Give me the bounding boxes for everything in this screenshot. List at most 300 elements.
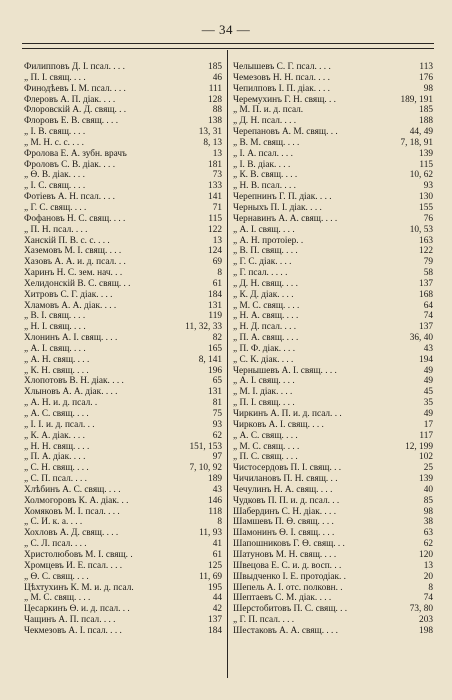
entry-page-refs: 81 — [212, 398, 222, 409]
index-entry — [24, 105, 222, 116]
entry-page-refs: 198 — [419, 625, 433, 636]
entry-page-refs: 131 — [208, 300, 222, 311]
entry-name: Фотіевъ А. Н. псал. . . . — [24, 192, 115, 203]
entry-page-refs: 137 — [419, 322, 433, 333]
index-entry — [24, 561, 222, 572]
entry-name: Шатуновъ М. Н. свящ. . . . — [233, 549, 337, 560]
index-entry — [24, 236, 222, 247]
entry-name: „ К. Н. свящ. . . . — [24, 365, 89, 376]
index-entry — [24, 528, 222, 539]
index-entry — [233, 561, 433, 572]
entry-page-refs: 20 — [423, 571, 433, 582]
entry-name: Чернышевъ А. I. свящ. . . . — [233, 365, 337, 376]
entry-page-refs: 155 — [419, 202, 433, 213]
entry-name: „ А. С. свящ. . . . — [233, 430, 298, 441]
index-entry — [233, 181, 433, 192]
entry-name: „ М. С. свящ. . . . — [233, 441, 300, 452]
entry-name: Хомяковъ М. I. псал. . . . — [24, 506, 120, 517]
entry-page-refs: 189 — [208, 474, 222, 485]
index-entry — [233, 615, 433, 626]
right-column — [233, 62, 433, 637]
index-entry — [24, 442, 222, 453]
entry-page-refs: 146 — [208, 495, 222, 506]
index-entry — [233, 203, 433, 214]
entry-page-refs: 41 — [212, 539, 222, 550]
entry-name: Шамшевъ П. Ѳ. свящ. . . . — [233, 517, 334, 528]
index-entry — [233, 420, 433, 431]
index-entry — [24, 138, 222, 149]
index-entry — [233, 160, 433, 171]
entry-page-refs: 93 — [212, 419, 222, 430]
entry-name: Хазовъ А. А. и. д. псал. . . — [24, 257, 126, 268]
index-entry — [24, 615, 222, 626]
entry-name: Шамонинъ Ѳ. I. свящ. . . . — [233, 528, 335, 539]
entry-name: Чекмезовъ А. I. псал. . . . — [24, 625, 122, 636]
entry-name: Ханскій П. В. с. с. . . . — [24, 235, 110, 246]
entry-name: „ А. С. свящ. . . . — [24, 409, 89, 419]
entry-page-refs: 118 — [208, 506, 222, 517]
entry-page-refs: 82 — [212, 333, 222, 344]
index-entry — [233, 442, 433, 453]
index-entry — [24, 181, 222, 192]
index-entry — [24, 279, 222, 290]
index-entry — [24, 496, 222, 507]
index-entry — [24, 485, 222, 496]
entry-page-refs: 58 — [423, 268, 433, 279]
index-entry — [233, 138, 433, 149]
entry-page-refs: 203 — [419, 615, 433, 626]
entry-page-refs: 25 — [423, 463, 433, 474]
index-entry — [24, 149, 222, 160]
entry-page-refs: 124 — [208, 246, 222, 257]
index-entry — [233, 127, 433, 138]
entry-page-refs: 115 — [208, 213, 222, 224]
entry-page-refs: 184 — [208, 625, 222, 636]
entry-name: „ К. А. діак. . . . — [24, 430, 85, 441]
index-entry — [24, 431, 222, 442]
entry-page-refs: 8 — [217, 517, 222, 528]
index-entry — [24, 290, 222, 301]
index-entry — [233, 246, 433, 257]
index-entry — [233, 474, 433, 485]
entry-page-refs: 62 — [423, 539, 433, 550]
index-entry — [24, 387, 222, 398]
entry-name: Шерстобитовъ П. С. свящ. . . — [233, 604, 348, 615]
index-entry — [233, 105, 433, 116]
entry-name: Черныхъ П. I. діак. . . . — [233, 202, 322, 213]
index-entry — [24, 604, 222, 615]
entry-name: Хохловъ А. Д. свящ. . . . — [24, 528, 119, 539]
index-entry — [233, 572, 433, 583]
entry-name: „ Н. А. свящ. . . . — [233, 311, 299, 322]
entry-name: „ Н. I. свящ. . . . — [24, 322, 86, 333]
entry-name: „ А. Н. и. д. псал. . — [24, 398, 98, 409]
entry-page-refs: 8, 13 — [203, 137, 222, 148]
entry-page-refs: 194 — [419, 354, 433, 365]
entry-page-refs: 122 — [419, 246, 433, 257]
entry-name: „ В. I. свящ. . . . — [24, 311, 86, 322]
index-entry — [233, 290, 433, 301]
index-entry — [24, 507, 222, 518]
entry-name: „ П. Ф. діак. . . . — [233, 343, 296, 354]
index-entry — [24, 170, 222, 181]
index-entry — [233, 593, 433, 604]
entry-name: „ I. В. свящ. . . . — [24, 127, 86, 138]
index-entry — [233, 398, 433, 409]
entry-page-refs: 45 — [423, 387, 433, 398]
entry-name: „ К. В. свящ. . . . — [233, 170, 298, 181]
entry-page-refs: 98 — [423, 506, 433, 517]
entry-name: Швецова Е. С. и. д. восп. . . — [233, 560, 342, 571]
index-entry — [24, 311, 222, 322]
entry-page-refs: 139 — [419, 148, 433, 159]
entry-page-refs: 113 — [419, 62, 433, 72]
entry-page-refs: 139 — [419, 474, 433, 485]
entry-name: Хаземовъ М. I. свящ. . . . — [24, 246, 122, 257]
entry-page-refs: 128 — [208, 94, 222, 105]
entry-name: Швыдченко I. Е. протодіак. . — [233, 571, 347, 582]
entry-name: Христолюбовъ М. I. свящ. . — [24, 549, 133, 560]
index-entry — [24, 62, 222, 73]
entry-page-refs: 131 — [208, 387, 222, 398]
entry-name: „ Д. Н. свящ. . . . — [233, 278, 298, 289]
index-entry — [24, 572, 222, 583]
index-entry — [233, 431, 433, 442]
entry-page-refs: 69 — [212, 257, 222, 268]
entry-page-refs: 185 — [208, 62, 222, 72]
entry-page-refs: 49 — [423, 376, 433, 387]
entry-name: „ Г. П. псал. . . . — [233, 615, 295, 626]
entry-page-refs: 13 — [212, 148, 222, 159]
entry-page-refs: 73, 80 — [409, 604, 433, 615]
index-entry — [233, 225, 433, 236]
index-entry — [233, 452, 433, 463]
entry-page-refs: 196 — [208, 365, 222, 376]
index-entry — [233, 301, 433, 312]
entry-page-refs: 8 — [217, 268, 222, 279]
entry-name: Финодѣевъ I. М. псал. . . . — [24, 83, 126, 94]
index-entry — [24, 474, 222, 485]
entry-name: Чиркинъ А. П. и. д. псал. . . — [233, 409, 342, 419]
index-entry — [233, 517, 433, 528]
entry-name: „ Н. В. псал. . . . — [233, 181, 296, 192]
entry-page-refs: 130 — [419, 192, 433, 203]
entry-name: Шепель А. I. отс. полковн. . — [233, 582, 343, 593]
index-entry — [233, 583, 433, 594]
entry-name: Филипповъ Д. I. псал. . . . — [24, 62, 125, 72]
index-entry — [233, 550, 433, 561]
entry-page-refs: 195 — [208, 582, 222, 593]
index-entry — [233, 387, 433, 398]
entry-name: „ Г. С. свящ. . . . — [24, 202, 87, 213]
entry-name: Чирковъ А. I. свящ. . . . — [233, 419, 324, 430]
entry-name: Хламовъ А. А. діак. . . . — [24, 300, 117, 311]
entry-page-refs: 88 — [212, 105, 222, 116]
index-entry — [24, 376, 222, 387]
entry-page-refs: 74 — [423, 311, 433, 322]
entry-name: „ С. П. псал. . . . — [24, 474, 87, 485]
entry-name: „ Г. С. діак. . . . — [233, 257, 292, 268]
entry-page-refs: 7, 10, 92 — [189, 463, 222, 474]
entry-page-refs: 42 — [212, 604, 222, 615]
entry-page-refs: 11, 69 — [199, 571, 222, 582]
index-entry — [24, 409, 222, 420]
index-entry — [24, 517, 222, 528]
index-entry — [233, 84, 433, 95]
entry-name: „ А. Н. протоіер. . — [233, 235, 304, 246]
entry-name: Чудковъ П. П. и. д. псал. . . — [233, 495, 340, 506]
entry-page-refs: 185 — [419, 105, 433, 116]
entry-page-refs: 10, 53 — [409, 224, 433, 235]
index-entry — [24, 225, 222, 236]
entry-name: „ Н. Д. псал. . . . — [233, 322, 297, 333]
entry-name: Хлѣбинъ А. С. свящ. . . . — [24, 484, 121, 495]
entry-name: „ П. Н. псал. . . . — [24, 224, 88, 235]
entry-name: Черепнинъ Г. П. діак. . . . — [233, 192, 332, 203]
index-entry — [233, 604, 433, 615]
index-entry — [24, 192, 222, 203]
index-entry — [24, 203, 222, 214]
index-entry — [233, 322, 433, 333]
header-rule-thin — [22, 48, 434, 49]
entry-page-refs: 7, 18, 91 — [400, 137, 433, 148]
entry-name: Чернавинъ А. А. свящ. . . . — [233, 213, 338, 224]
entry-page-refs: 38 — [423, 517, 433, 528]
index-entry — [233, 366, 433, 377]
entry-name: Шапошниковъ Г. Ѳ. свящ. . . — [233, 539, 345, 550]
index-entry — [233, 333, 433, 344]
index-entry — [233, 279, 433, 290]
entry-page-refs: 184 — [208, 289, 222, 300]
entry-page-refs: 13 — [423, 560, 433, 571]
index-entry — [233, 376, 433, 387]
entry-page-refs: 12, 199 — [405, 441, 433, 452]
index-entry — [233, 236, 433, 247]
entry-page-refs: 97 — [212, 452, 222, 463]
entry-page-refs: 119 — [208, 311, 222, 322]
index-entry — [24, 84, 222, 95]
index-entry — [233, 192, 433, 203]
index-entry — [24, 398, 222, 409]
entry-name: Шестаковъ А. А. свящ. . . . — [233, 625, 338, 636]
entry-name: Флоровскій А. Д. свящ. . . — [24, 105, 127, 116]
entry-name: „ С. Л. псал. . . . — [24, 539, 87, 550]
entry-page-refs: 138 — [208, 116, 222, 127]
entry-page-refs: 43 — [423, 343, 433, 354]
entry-name: Чичилановъ П. Н. свящ. . . — [233, 474, 338, 485]
entry-page-refs: 189, 191 — [400, 94, 433, 105]
entry-name: Флоровъ Е. В. свящ. . . . — [24, 116, 119, 127]
index-entry — [24, 550, 222, 561]
index-entry — [233, 626, 433, 637]
entry-page-refs: 98 — [423, 83, 433, 94]
index-entry — [24, 355, 222, 366]
index-entry — [233, 149, 433, 160]
index-entry — [24, 73, 222, 84]
entry-page-refs: 36, 40 — [409, 333, 433, 344]
entry-name: Хелидонскій В. С. свящ. . . — [24, 278, 131, 289]
entry-name: „ М. П. и. д. псал. — [233, 105, 304, 116]
header-rule-thick — [22, 43, 434, 44]
entry-name: „ П. А. свящ. . . . — [233, 333, 299, 344]
index-entry — [233, 409, 433, 420]
index-entry — [24, 301, 222, 312]
entry-name: „ М. С. свящ. . . . — [24, 593, 91, 604]
entry-name: Черемухинъ Г. Н. свящ. . . — [233, 94, 336, 105]
entry-name: Хромцевъ И. Е. псал. . . . — [24, 560, 123, 571]
entry-name: Цѣхтухинъ К. М. и. д. псал. — [24, 582, 134, 593]
entry-page-refs: 79 — [423, 257, 433, 268]
index-entry — [24, 452, 222, 463]
index-entry — [233, 539, 433, 550]
entry-name: Чащинъ А. П. псал. . . . — [24, 615, 116, 626]
entry-page-refs: 125 — [208, 560, 222, 571]
entry-name: Харинъ Н. С. зем. нач. . . — [24, 268, 123, 279]
entry-page-refs: 76 — [423, 213, 433, 224]
entry-page-refs: 85 — [423, 495, 433, 506]
entry-page-refs: 11, 93 — [199, 528, 222, 539]
entry-page-refs: 168 — [419, 289, 433, 300]
index-entry — [24, 366, 222, 377]
entry-name: „ М. Н. с. с. . . . — [24, 137, 84, 148]
index-entry — [233, 268, 433, 279]
index-entry — [233, 214, 433, 225]
entry-name: Хлыновъ А. А. діак. . . . — [24, 387, 118, 398]
entry-name: „ П. А. діак. . . . — [24, 452, 86, 463]
entry-name: „ К. Д. діак. . . . — [233, 289, 294, 300]
entry-page-refs: 13, 31 — [198, 127, 222, 138]
page-number: — 34 — — [201, 22, 251, 37]
entry-page-refs: 122 — [208, 224, 222, 235]
entry-page-refs: 8 — [428, 582, 433, 593]
entry-name: Фролова Е. А. зубн. врачъ — [24, 148, 127, 159]
entry-name: „ М. С. свящ. . . . — [233, 300, 300, 311]
entry-page-refs: 49 — [423, 365, 433, 376]
entry-name: Чечулинъ Н. А. свящ. . . . — [233, 484, 333, 495]
index-entry — [24, 583, 222, 594]
entry-name: „ В. П. свящ. . . . — [233, 246, 298, 257]
index-entry — [233, 62, 433, 73]
index-entry — [24, 214, 222, 225]
index-entry — [233, 528, 433, 539]
entry-name: „ М. I. діак. . . . — [233, 387, 293, 398]
entry-page-refs: 61 — [212, 278, 222, 289]
entry-name: „ П. I. свящ. . . . — [233, 398, 295, 409]
entry-name: „ В. М. свящ. . . . — [233, 137, 300, 148]
entry-page-refs: 93 — [423, 181, 433, 192]
entry-name: Шабердинъ С. Н. діак. . . . — [233, 506, 337, 517]
entry-name: Чепилповъ I. П. діак. . . . — [233, 83, 331, 94]
entry-page-refs: 137 — [419, 278, 433, 289]
entry-page-refs: 44 — [212, 593, 222, 604]
entry-name: „ Н. Н. свящ. . . . — [24, 441, 90, 452]
index-entry — [233, 496, 433, 507]
left-column — [24, 62, 222, 637]
index-entry — [233, 344, 433, 355]
entry-name: „ П. С. свящ. . . . — [233, 452, 298, 463]
entry-page-refs: 11, 32, 33 — [185, 322, 222, 333]
entry-page-refs: 13 — [212, 235, 222, 246]
entry-name: „ С. К. діак. . . . — [233, 354, 294, 365]
entry-name: Холмогоровъ К. А. діак. . . — [24, 495, 129, 506]
entry-page-refs: 63 — [423, 528, 433, 539]
entry-page-refs: 35 — [423, 398, 433, 409]
entry-page-refs: 44, 49 — [409, 127, 433, 138]
index-entry — [233, 73, 433, 84]
entry-name: „ А. I. свящ. . . . — [233, 376, 295, 387]
index-entry — [24, 322, 222, 333]
entry-name: „ П. I. свящ. . . . — [24, 72, 86, 83]
entry-page-refs: 65 — [212, 376, 222, 387]
entry-page-refs: 10, 62 — [409, 170, 433, 181]
entry-name: „ А. Н. свящ. . . . — [24, 354, 90, 365]
entry-page-refs: 176 — [419, 72, 433, 83]
entry-name: „ С. Н. свящ. . . . — [24, 463, 89, 474]
index-entry — [233, 116, 433, 127]
entry-name: „ С. И. к. а. . . . — [24, 517, 83, 528]
index-entry — [233, 485, 433, 496]
entry-name: Хитровъ С. Г. діак. . . . — [24, 289, 113, 300]
entry-page-refs: 151, 153 — [189, 441, 222, 452]
entry-page-refs: 75 — [212, 409, 222, 419]
entry-name: „ А. I. свящ. . . . — [233, 224, 295, 235]
entry-page-refs: 188 — [419, 116, 433, 127]
index-entry — [24, 160, 222, 171]
entry-page-refs: 111 — [208, 83, 222, 94]
entry-page-refs: 61 — [212, 549, 222, 560]
entry-name: Шептаевъ С. М. діак. . . . — [233, 593, 332, 604]
entry-name: Фофановъ Н. С. свящ. . . . — [24, 213, 126, 224]
entry-page-refs: 40 — [423, 484, 433, 495]
index-entry — [24, 246, 222, 257]
entry-page-refs: 181 — [208, 159, 222, 170]
index-entry — [24, 95, 222, 106]
entry-page-refs: 74 — [423, 593, 433, 604]
index-entry — [233, 311, 433, 322]
index-entry — [233, 95, 433, 106]
entry-page-refs: 115 — [419, 159, 433, 170]
entry-page-refs: 120 — [419, 549, 433, 560]
entry-page-refs: 117 — [419, 430, 433, 441]
entry-name: Чистосердовъ П. I. свящ. . . — [233, 463, 342, 474]
entry-page-refs: 8, 141 — [198, 354, 222, 365]
index-entry — [24, 463, 222, 474]
index-entry — [24, 593, 222, 604]
entry-page-refs: 62 — [212, 430, 222, 441]
index-entry — [24, 257, 222, 268]
entry-name: Хлопотовъ В. Н. діак. . . . — [24, 376, 124, 387]
entry-name: Чемезовъ Н. Н. псал. . . . — [233, 72, 330, 83]
entry-name: „ I. А. псал. . . . — [233, 148, 293, 159]
entry-name: Цесаркинъ Ѳ. и. д. псал. . . — [24, 604, 130, 615]
entry-page-refs: 165 — [208, 343, 222, 354]
entry-name: „ Г. псал. . . . . — [233, 268, 288, 279]
index-entry — [233, 257, 433, 268]
entry-page-refs: 43 — [212, 484, 222, 495]
index-entry — [24, 268, 222, 279]
index-entry — [24, 344, 222, 355]
entry-name: „ I. I. и. д. псал. . . — [24, 419, 95, 430]
entry-name: Черепановъ А. М. свящ. . . — [233, 127, 338, 138]
entry-page-refs: 73 — [212, 170, 222, 181]
entry-name: Флеровъ А. П. діак. . . . — [24, 94, 116, 105]
entry-name: „ Д. Н. псал. . . . — [233, 116, 297, 127]
index-entry — [24, 420, 222, 431]
entry-name: Челышевъ С. Г. псал. . . . — [233, 62, 331, 72]
entry-name: „ I. С. свящ. . . . — [24, 181, 86, 192]
entry-name: Фроловъ С. В. діак. . . . — [24, 159, 116, 170]
entry-page-refs: 133 — [208, 181, 222, 192]
